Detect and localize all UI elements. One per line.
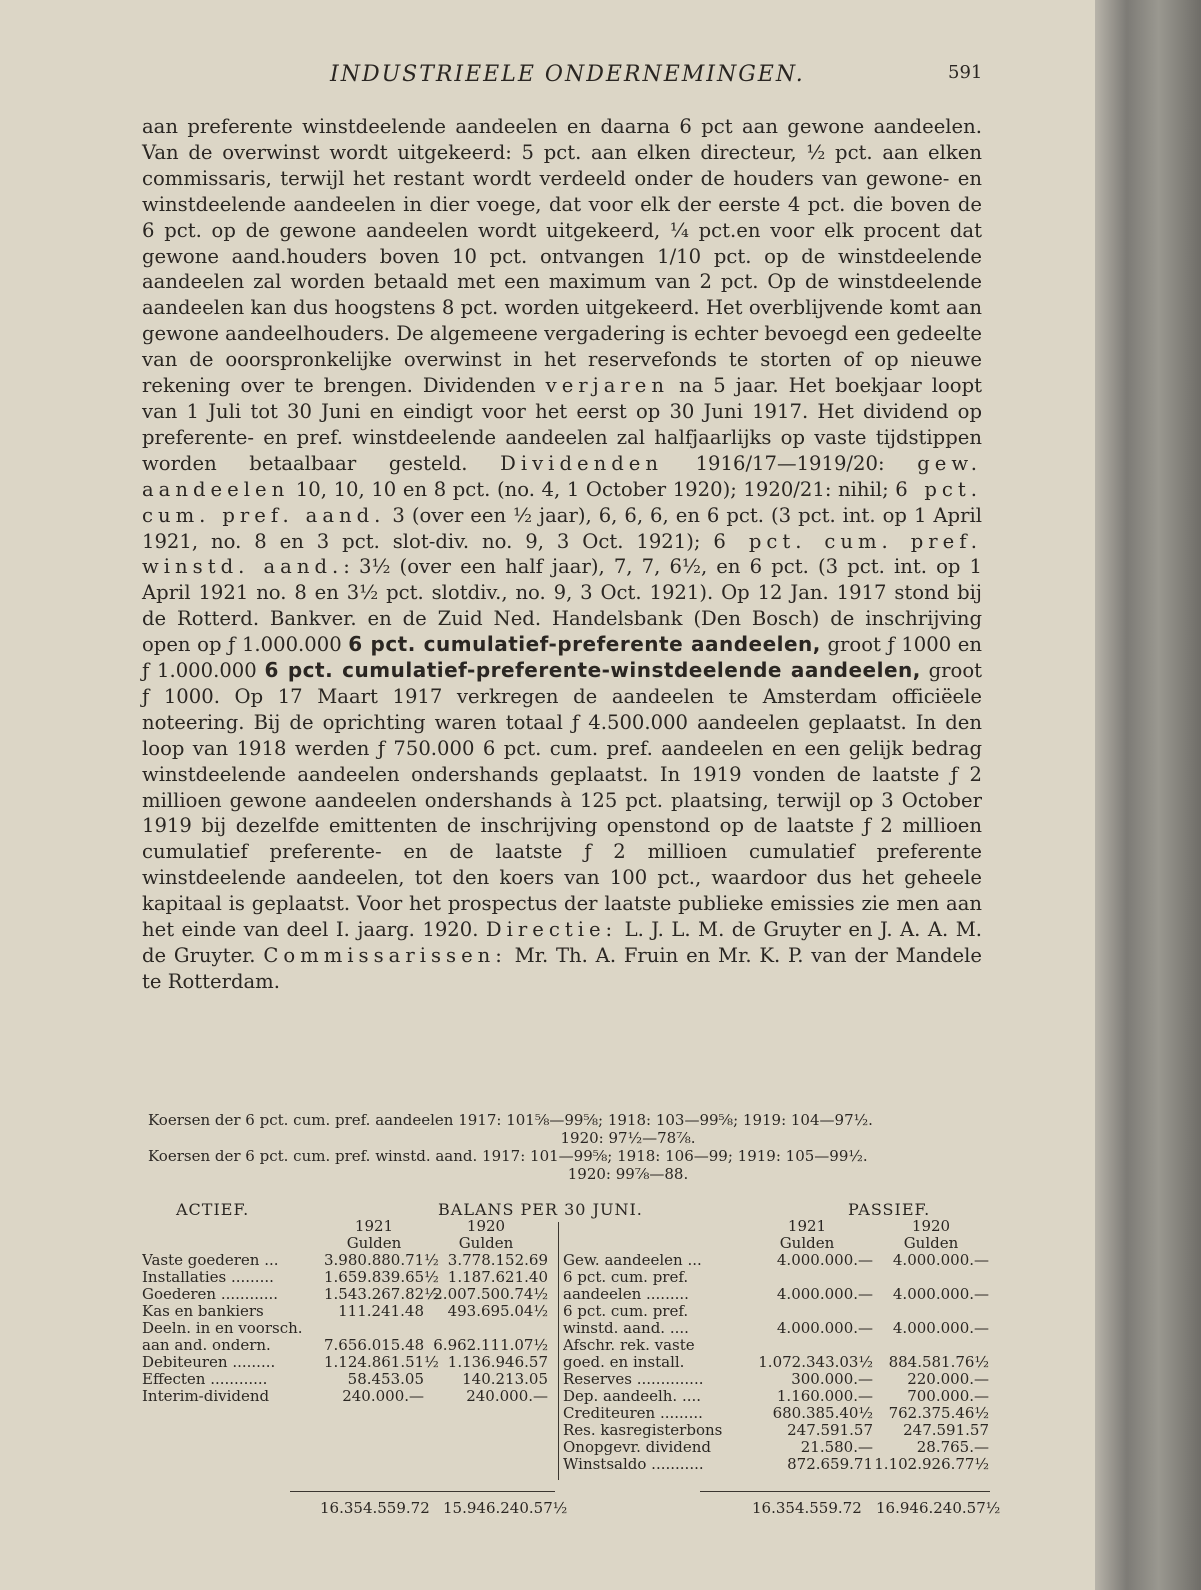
spaced-term: 6 pct. cum. pref. aand. (142, 477, 982, 527)
row-label: Reserves .............. (563, 1371, 704, 1388)
value-1920 (873, 1337, 989, 1354)
row-label: Vaste goederen ... (142, 1252, 279, 1269)
balance-row (142, 1371, 552, 1388)
value-1920: 140.213.05 (462, 1370, 548, 1388)
value-1920: 3.778.152.69 (447, 1251, 548, 1269)
row-label: Afschr. rek. vaste (563, 1337, 695, 1354)
unit-header: Gulden (903, 1234, 959, 1252)
unit-header: Gulden (346, 1234, 402, 1252)
passief-total-1920: 16.946.240.57½ (876, 1499, 1001, 1517)
value-1921: 111.241.48 (338, 1302, 424, 1320)
value-1920: 220.000.— (907, 1370, 989, 1388)
value-1921: 21.580.— (800, 1438, 873, 1456)
value-1921: 300.000.— (791, 1370, 873, 1388)
balance-row (142, 1320, 552, 1337)
value-1921: 3.980.880.71½ (324, 1251, 439, 1269)
text-run: Mr. Th. A. Fruin en Mr. K. P. van der Mandele te Rotterdam. (142, 944, 983, 993)
value-1920: 1.187.621.40 (447, 1268, 548, 1286)
actief-table (142, 1218, 552, 1405)
value-1921 (741, 1303, 873, 1320)
row-label: Installaties ......... (142, 1269, 274, 1286)
value-1921: 7.656.015.48 (324, 1336, 425, 1354)
balance-row (142, 1337, 552, 1354)
spaced-term: Dividenden (500, 451, 663, 475)
value-1920 (424, 1320, 548, 1337)
value-1920: 4.000.000.— (892, 1251, 989, 1269)
page-number: 591 (948, 62, 983, 83)
row-label: Res. kasregisterbons (563, 1422, 723, 1439)
balance-row (142, 1388, 552, 1405)
value-1920: 28.765.— (916, 1438, 989, 1456)
text-run: na 5 jaar. Het boekjaar loopt van 1 Juli tot 30 Juni en eindigt voor het eerst op 30 Juni 1917. Het dividend op preferente- en pref. winstdeelende aandeelen zal halfjaarlijks op vaste tijdstippen worden betaalbaar gesteld. (142, 374, 982, 475)
balance-row (563, 1252, 993, 1269)
text-run: 3 (over een ½ jaar), 6, 6, 6, en 6 pct. (3 pct. int. op 1 April 1921, no. 8 en 3 pct. slot-div. no. 9, 3 Oct. 1921); (142, 503, 982, 553)
row-label: Winstsaldo ........... (563, 1456, 704, 1473)
row-label: goed. en install. (563, 1354, 685, 1371)
row-label: Kas en bankiers (142, 1303, 264, 1320)
value-1920: 1.136.946.57 (447, 1353, 548, 1371)
value-1921: 680.385.40½ (772, 1404, 873, 1422)
bold-term: 6 pct. cumulatief-preferente aandeelen, (348, 632, 821, 657)
value-1920 (873, 1303, 989, 1320)
spaced-term: Directie: (485, 918, 618, 942)
quote-line: 1920: 99⅞—88. (567, 1165, 689, 1183)
value-1921 (741, 1269, 873, 1286)
year-header-row (563, 1218, 993, 1235)
value-1920: 247.591.57 (903, 1421, 989, 1439)
value-1921: 4.000.000.— (776, 1285, 873, 1303)
value-1921: 1.124.861.51½ (324, 1353, 439, 1371)
year-header-row (142, 1218, 552, 1235)
price-quotes (148, 1111, 988, 1183)
row-label: 6 pct. cum. pref. (563, 1269, 689, 1286)
row-label: Onopgevr. dividend (563, 1439, 712, 1456)
row-label: Debiteuren ......... (142, 1354, 276, 1371)
text-run: : 3½ (over een half jaar), 7, 7, 6½, en 6 pct. (3 pct. int. op 1 April 1921 no. 8 en 3½ pct. slotdiv., no. 9, 3 Oct. 1921). Op 12 Jan. 1917 stond bij de Rotterd. Bankver. en de Zuid Ned. Handelsbank (Den Bosch) de inschrijving open op ƒ 1.000.000 (142, 555, 983, 657)
text-run: L. J. L. M. de Gruyter en J. A. A. M. de Gruyter. (142, 918, 982, 967)
quote-line: 1920: 97½—78⅞. (560, 1129, 696, 1147)
value-1920: 884.581.76½ (888, 1353, 989, 1371)
passief-total-1921: 16.354.559.72 (752, 1499, 862, 1517)
value-1920: 240.000.— (466, 1387, 548, 1405)
value-1920: 4.000.000.— (892, 1285, 989, 1303)
value-1921: 1.659.839.65½ (324, 1268, 439, 1286)
passief-table (563, 1218, 993, 1473)
total-rule (290, 1491, 555, 1492)
quote-line: Koersen der 6 pct. cum. pref. winstd. aand. 1917: 101—99⅝; 1918: 106—99; 1919: 105—99½. (148, 1147, 868, 1165)
row-label: Deeln. in en voorsch. (142, 1320, 303, 1337)
row-label: Gew. aandeelen ... (563, 1252, 702, 1269)
balance-row (563, 1456, 993, 1473)
row-label: Crediteuren ......... (563, 1405, 703, 1422)
actief-total-1921: 16.354.559.72 (320, 1499, 430, 1517)
row-label: aandeelen ......... (563, 1286, 689, 1303)
balance-row (142, 1252, 552, 1269)
text-run: groot ƒ 1000 en ƒ 1.000.000 (142, 633, 983, 683)
row-label: Effecten ............ (142, 1371, 268, 1388)
body-paragraph (142, 114, 982, 995)
page-stack-edge (1095, 0, 1201, 1590)
running-header (0, 62, 1095, 92)
balance-row (563, 1337, 993, 1354)
balance-row (563, 1405, 993, 1422)
value-1920: 2.007.500.74½ (433, 1285, 548, 1303)
total-rule (700, 1491, 990, 1492)
value-1921: 240.000.— (342, 1387, 424, 1405)
year-header: 1920 (911, 1217, 951, 1235)
unit-header: Gulden (779, 1234, 835, 1252)
running-title: INDUSTRIEELE ONDERNEMINGEN. (330, 62, 805, 87)
balance-row (563, 1320, 993, 1337)
spaced-term: verjaren (545, 374, 669, 398)
unit-header: Gulden (458, 1234, 514, 1252)
row-label: Goederen ............ (142, 1286, 279, 1303)
row-label: Dep. aandeelh. .... (563, 1388, 702, 1405)
value-1921: 1.543.267.82½ (324, 1285, 439, 1303)
text-run: aan preferente winstdeelende aandeelen en daarna 6 pct aan gewone aandeelen. Van de overwinst wordt uitgekeerd: 5 pct. aan elken directeur, ½ pct. aan elken commissaris, terwijl het restant wordt verdeeld onder de houders van gewone- en winstdeelende aandeelen in dier voege, dat voor elk der eerste 4 pct. die boven de 6 pct. op de gewone aandeelen wordt uitgekeerd, ¼ pct.en voor elk procent dat gewone aand.houders boven 10 pct. ontvangen 1/10 pct. op de winstdeelende aandeelen zal worden betaald met een maximum van 2 pct. Op de winstdeelende aandeelen kan dus hoogstens 8 pct. worden uitgekeerd. Het overblijvende komt aan gewone aandeelhouders. De algemeene vergadering is echter bevoegd een gedeelte van de ooorspronkelijke overwinst in het reservefonds te storten of op nieuwe rekening over te brengen. Dividenden (142, 115, 982, 398)
value-1921: 4.000.000.— (776, 1251, 873, 1269)
unit-header-row (563, 1235, 993, 1252)
balance-row (563, 1439, 993, 1456)
value-1921 (324, 1320, 424, 1337)
text-run: 1916/17—1919/20: (662, 451, 918, 475)
text-run: groot ƒ 1000. Op 17 Maart 1917 verkregen de aandeelen te Amsterdam officiëele noteering. Bij de oprichting waren totaal ƒ 4.500.000 aandeelen geplaatst. In den loop van 1918 werden ƒ 750.000 6 pct. cum. pref. aandeelen en een gelijk bedrag winstdeelende aandeelen ondershands geplaatst. In 1919 vonden de laatste ƒ 2 millioen gewone aandeelen ondershands à 125 pct. plaatsing, terwijl op 3 October 1919 bij dezelfde emittenten de inschrijving openstond op de laatste ƒ 2 millioen cumulatief preferente- en de laatste ƒ 2 millioen cumulatief preferente winstdeelende aandeelen, tot den koers van 100 pct., waardoor dus het geheele kapitaal is geplaatst. Voor het prospectus der laatste publieke emissies zie men aan het einde van deel I. jaarg. 1920. (142, 659, 982, 942)
value-1921 (741, 1337, 873, 1354)
value-1920: 4.000.000.— (892, 1319, 989, 1337)
spaced-term: gew. aandeelen (142, 451, 982, 501)
balance-row (142, 1303, 552, 1320)
value-1920: 1.102.926.77½ (874, 1455, 989, 1473)
value-1920: 493.695.04½ (447, 1302, 548, 1320)
actief-total-1920: 15.946.240.57½ (443, 1499, 568, 1517)
spaced-term: Commissarissen: (263, 944, 507, 967)
bold-term: 6 pct. cumulatief-preferente-winstdeelende aandeelen, (264, 658, 921, 683)
balance-row (563, 1286, 993, 1303)
value-1921: 4.000.000.— (776, 1319, 873, 1337)
value-1921: 1.072.343.03½ (758, 1353, 873, 1371)
balance-row (142, 1286, 552, 1303)
value-1920 (873, 1269, 989, 1286)
balance-row (563, 1388, 993, 1405)
year-header: 1920 (466, 1217, 506, 1235)
passief-label: PASSIEF. (848, 1200, 931, 1219)
actief-label: ACTIEF. (176, 1200, 250, 1219)
balance-row (563, 1354, 993, 1371)
balance-row (563, 1422, 993, 1439)
balance-row (563, 1303, 993, 1320)
value-1921: 1.160.000.— (776, 1387, 873, 1405)
year-header: 1921 (787, 1217, 827, 1235)
value-1920: 6.962.111.07½ (433, 1336, 548, 1354)
value-1921: 247.591.57 (787, 1421, 873, 1439)
year-header: 1921 (354, 1217, 394, 1235)
spaced-term: 6 pct. cum. pref. winstd. aand. (142, 529, 982, 579)
quote-line: Koersen der 6 pct. cum. pref. aandeelen 1917: 101⅝—99⅝; 1918: 103—99⅝; 1919: 104—97½. (148, 1111, 873, 1129)
value-1921: 58.453.05 (347, 1370, 424, 1388)
column-divider (558, 1222, 559, 1480)
row-label: winstd. aand. .... (563, 1320, 689, 1337)
balance-row (142, 1269, 552, 1286)
balance-row (563, 1269, 993, 1286)
text-run: 10, 10, 10 en 8 pct. (no. 4, 1 October 1920); 1920/21: nihil; (289, 477, 896, 501)
balance-row (142, 1354, 552, 1371)
value-1920: 762.375.46½ (888, 1404, 989, 1422)
row-label: Interim-dividend (142, 1388, 270, 1405)
row-label: aan and. ondern. (142, 1337, 271, 1354)
unit-header-row (142, 1235, 552, 1252)
balance-title: BALANS PER 30 JUNI. (438, 1200, 643, 1219)
balance-row (563, 1371, 993, 1388)
value-1921: 872.659.71 (787, 1455, 873, 1473)
value-1920: 700.000.— (907, 1387, 989, 1405)
row-label: 6 pct. cum. pref. (563, 1303, 689, 1320)
